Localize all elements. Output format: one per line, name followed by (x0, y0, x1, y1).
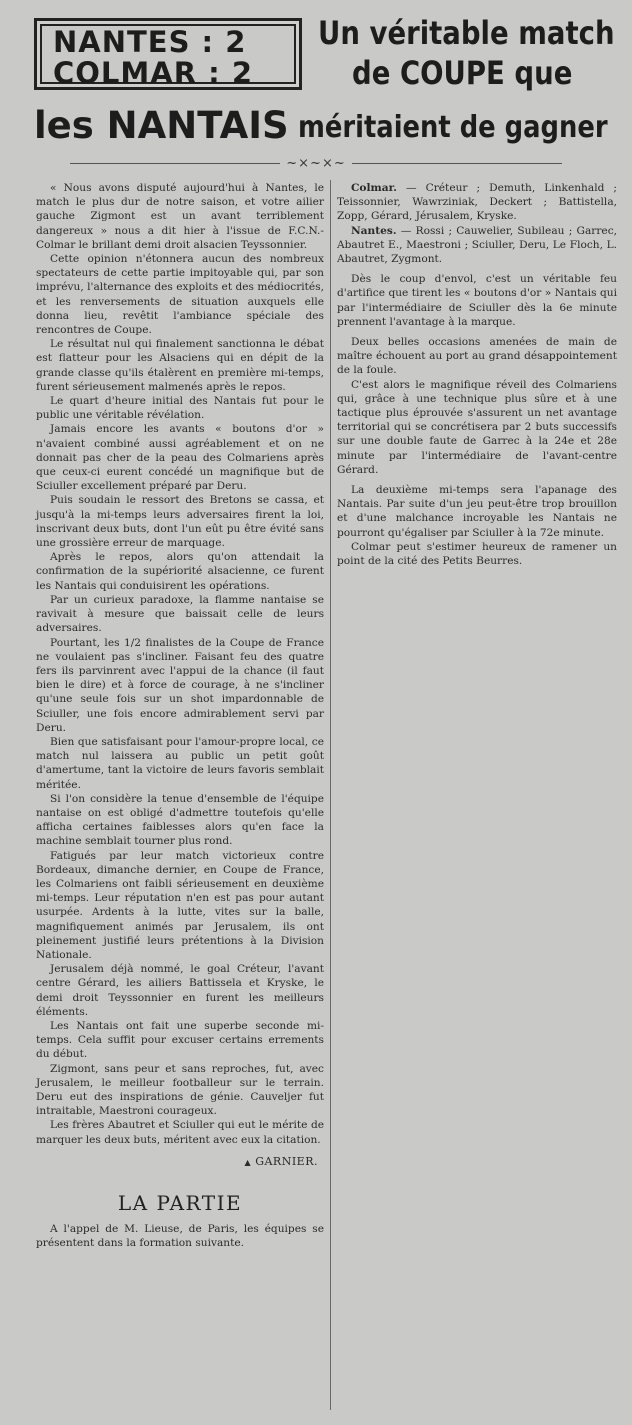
left-paragraph: « Nous avons disputé aujourd'hui à Nantes, le match le plus dur de notre saison, et votre ailier gauche Zigmont est un avant terriblement dangereux » nous a dit hier à l'issue de F.C.N.-Colmar le brillant demi droit alsacien Teyssonnier. (36, 182, 324, 251)
headline-line-3-big: les NANTAIS (34, 104, 289, 147)
lineup-colmar-players: — Créteur ; Demuth, Linkenhald ; Teissonnier, Wawrziniak, Deckert ; Battistella, Zopp, Gérard, Jérusalem, Kryske. (337, 182, 617, 223)
partie-paragraph: A l'appel de M. Lieuse, de Paris, les équipes se présentent dans la formation suivante. (36, 1223, 324, 1250)
team-label-nantes: Nantes. (351, 224, 397, 237)
left-paragraph: Jamais encore les avants « boutons d'or » n'avaient combiné aussi agréablement et on ne donnait pas cher de la peau des Colmariens après que ceux-ci eurent concédé un magnifique but de Sciuller excellement préparé par Deru. (36, 423, 324, 493)
left-paragraph: Par un curieux paradoxe, la flamme nantaise se ravivait à mesure que baissait celle de leurs adversaires. (36, 593, 324, 635)
left-paragraph: Jerusalem déjà nommé, le goal Créteur, l'avant centre Gérard, les ailiers Battissela et Kryske, le demi droit Teyssonnier en furent les meilleurs éléments. (36, 963, 324, 1018)
right-paragraph: Colmar peut s'estimer heureux de ramener un point de la cité des Petits Beurres. (337, 540, 617, 568)
left-paragraph: Fatigués par leur match victorieux contre Bordeaux, dimanche dernier, en Coupe de France, les Colmariens ont faibli sérieusement en deuxième mi-temps. Leur réputation n'en est pas pour autant usurpée. Ardents à la lutte, vites sur la balle, magnifiquement animés par Jerusalem, ils ont pleinement justifié leurs prétentions à la Division Nationale. (36, 849, 324, 961)
headline-line-1: Un véritable match (318, 14, 615, 52)
score-box (34, 18, 302, 90)
left-paragraph: Pourtant, les 1/2 finalistes de la Coupe de France ne voulaient pas s'incliner. Faisant feu des quatre fers ils parvinrent avec l'appui de la chance (il faut bien le dire) et à force de courage, à ne s'incliner qu'une seule fois sur un shot impardonnable de Sciuller, une fois encore admirablement servi par Deru. (36, 636, 324, 734)
left-paragraph: Le quart d'heure initial des Nantais fut pour le public une véritable révélation. (36, 395, 324, 422)
section-title: LA PARTIE (117, 1191, 243, 1216)
left-paragraph: Bien que satisfaisant pour l'amour-propre local, ce match nul laissera au public un petit goût d'amertume, tant la victoire de leurs favoris semblait méritée. (36, 735, 324, 791)
left-paragraph: Après le repos, alors qu'on attendait la confirmation de la supériorité alsacienne, ce furent les Nantais qui conduisirent les opérations. (36, 551, 324, 592)
right-paragraph: Dès le coup d'envol, c'est un véritable feu d'artifice que tirent les « boutons d'or » Nantais qui par l'intermédiaire de Sciuller dès la 6e minute prennent l'avantage à la marque. (337, 273, 617, 328)
triangle-icon: ▲ (244, 1157, 252, 1167)
ornament-divider (0, 156, 632, 171)
lineup-colmar (337, 181, 617, 224)
ornament-glyph: ~×~×~ (286, 156, 346, 171)
left-paragraph: Les frères Abautret et Sciuller qui eut le mérite de marquer les deux buts, méritent avec eux la citation. (36, 1119, 324, 1146)
left-paragraph: Puis soudain le ressort des Bretons se cassa, et jusqu'à la mi-temps leurs adversaires firent la loi, inscrivant deux buts, dont l'un eût pu être évité sans une grossière erreur de marquage. (36, 494, 324, 550)
lineup-nantes (337, 224, 617, 267)
left-paragraph: Si l'on considère la tenue d'ensemble de l'équipe nantaise on est obligé d'admettre toutefois qu'elle afficha certaines faiblesses alors qu'en face la machine semblait tourner plus rond. (36, 792, 324, 848)
left-paragraph: Le résultat nul qui finalement sanctionna le débat est flatteur pour les Alsaciens qui en dépit de la grande classe qu'ils étalèrent en première mi-temps, furent sérieusement malmenés après le repos. (36, 338, 324, 393)
headline-line-2: de COUPE que (352, 54, 573, 92)
left-paragraph: Cette opinion n'étonnera aucun des nombreux spectateurs de cette partie impitoyable qui, par son imprévu, l'alternance des exploits et des médiocrités, et les renversements de situation auxquels elle donna lieu, revêtit l'ambiance spéciale des rencontres de Coupe. (36, 253, 324, 337)
score-nantes: NANTES : 2 (53, 25, 247, 59)
right-paragraph: Deux belles occasions amenées de main de maître échouent au port au grand désappointement de la foule. (337, 336, 617, 377)
right-paragraph: C'est alors le magnifique réveil des Colmariens qui, grâce à une technique plus sûre et à une tactique plus éprouvée s'assurent un net avantage territorial qui se concrétisera par 2 buts successifs sur une double faute de Garrec à la 24e et 28e minute par l'intermédiaire de l'avant-centre Gérard. (337, 378, 617, 476)
right-column (337, 181, 617, 568)
right-paragraph: La deuxième mi-temps sera l'apanage des Nantais. Par suite d'un jeu peut-être trop brouillon et d'une malchance incroyable les Nantais ne pourront qu'égaliser par Sciuller à la 72e minute. (337, 484, 617, 539)
team-label-colmar: Colmar. (351, 182, 397, 194)
author-name: GARNIER. (255, 1154, 318, 1168)
left-column (36, 181, 324, 1251)
headline-line-3-rest: méritaient de gagner (298, 110, 608, 145)
left-paragraph: Les Nantais ont fait une superbe seconde mi-temps. Cela suffit pour excuser certains errements du début. (36, 1019, 324, 1061)
author-signature (36, 1155, 318, 1170)
lineup-nantes-players: — Rossi ; Cauwelier, Subileau ; Garrec, Abautret E., Maestroni ; Sciuller, Deru, Le Floch, L. Abautret, Zygmont. (337, 224, 617, 266)
score-colmar: COLMAR : 2 (53, 56, 254, 90)
left-paragraph: Zigmont, sans peur et sans reproches, fut, avec Jerusalem, le meilleur footballeur sur le terrain. Deru eut des inspirations de génie. Cauveljer fut intraitable, Maestroni courageux. (36, 1062, 324, 1118)
column-divider (330, 180, 331, 1410)
